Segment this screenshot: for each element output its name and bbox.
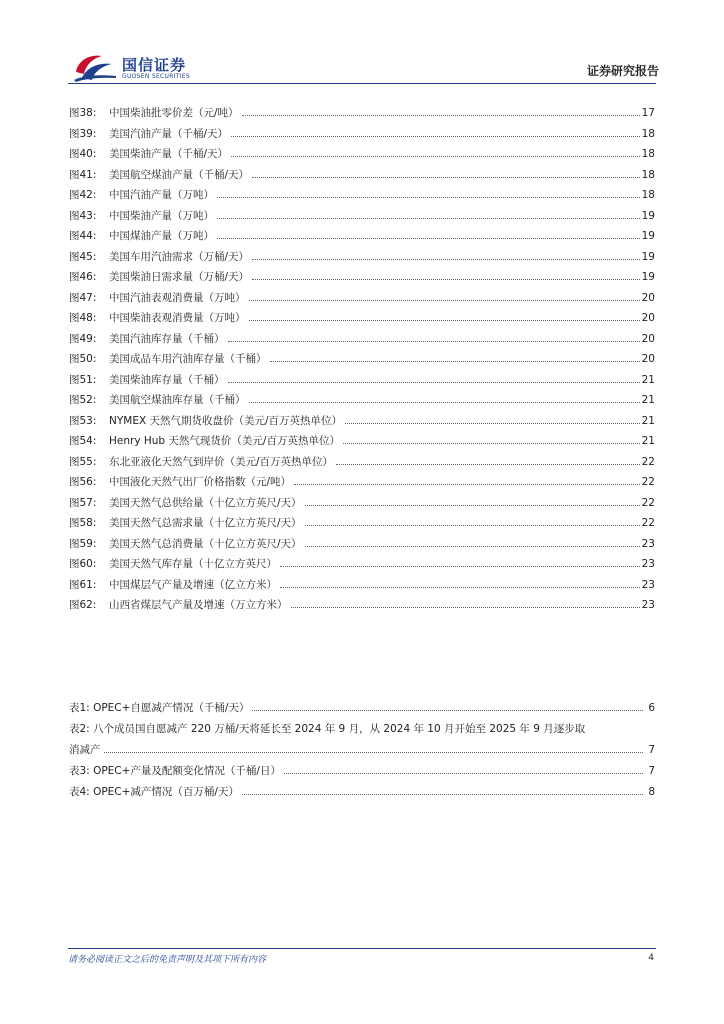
toc-entry[interactable] (69, 534, 655, 555)
entry-number: 表1: (69, 702, 90, 714)
dot-leader (252, 258, 640, 260)
toc-entry[interactable] (69, 103, 655, 124)
entry-number: 图47: (69, 291, 97, 304)
entry-number: 图54: (69, 435, 97, 447)
entry-number: 图53: (69, 414, 97, 427)
toc-entry[interactable] (69, 185, 655, 206)
toc-entry[interactable] (69, 370, 655, 391)
entry-page: 7 (648, 765, 655, 777)
report-type-label: 证券研究报告 (586, 64, 659, 78)
entry-number: 图42: (69, 189, 97, 201)
entry-page: 19 (641, 250, 655, 263)
guosen-logo (72, 52, 222, 84)
dot-leader (305, 524, 640, 526)
entry-number: 图62: (69, 599, 97, 611)
entry-title: 美国柴油日需求量（万桶/天） (109, 271, 250, 283)
entry-number: 图49: (69, 332, 97, 345)
dot-leader (284, 772, 643, 774)
entry-page: 18 (641, 148, 655, 160)
entry-number: 表2: (69, 723, 90, 735)
page-header (0, 0, 724, 84)
logo-text-en: GUOSEN SECURITIES (122, 73, 191, 80)
logo-text-cn: 国信证券 (122, 56, 187, 74)
entry-number: 图61: (69, 578, 97, 591)
entry-title: 中国柴油批零价差（元/吨） (109, 107, 239, 119)
header-divider (68, 83, 656, 84)
table-toc (69, 698, 655, 803)
dot-leader (217, 237, 640, 239)
entry-title: 中国煤油产量（万吨） (109, 230, 214, 242)
entry-page: 23 (641, 537, 655, 550)
dot-leader (217, 217, 640, 219)
disclaimer-note: 请务必阅读正文之后的免责声明及其项下所有内容 (68, 955, 267, 965)
entry-title-line2: 消减产 (69, 744, 101, 756)
entry-page: 19 (641, 271, 655, 283)
entry-title: OPEC+产量及配额变化情况（千桶/日） (93, 765, 281, 777)
toc-entry[interactable] (69, 411, 655, 432)
entry-title: 中国汽油产量（万吨） (109, 189, 214, 201)
entry-page: 22 (641, 517, 655, 529)
dot-leader (270, 360, 640, 362)
entry-page: 20 (641, 332, 655, 345)
entry-page: 22 (641, 476, 655, 488)
dot-leader (252, 278, 640, 280)
toc-entry[interactable] (69, 308, 655, 329)
toc-entry[interactable] (69, 513, 655, 534)
entry-number: 表4: (69, 786, 90, 798)
toc-entry[interactable] (69, 761, 655, 782)
entry-title: OPEC+减产情况（百万桶/天） (93, 786, 239, 798)
dot-leader (249, 299, 640, 301)
entry-page: 21 (641, 414, 655, 427)
dot-leader (305, 545, 640, 547)
entry-page: 21 (641, 435, 655, 447)
entry-page: 21 (641, 373, 655, 386)
toc-entry[interactable] (69, 472, 655, 493)
entry-page: 19 (641, 209, 655, 222)
entry-page: 19 (641, 230, 655, 242)
entry-title: 美国车用汽油需求（万桶/天） (109, 250, 250, 263)
toc-entry[interactable] (69, 144, 655, 165)
entry-page: 23 (641, 578, 655, 591)
entry-number: 表3: (69, 765, 90, 777)
entry-number: 图51: (69, 373, 97, 386)
dot-leader (231, 135, 640, 137)
dot-leader (294, 483, 640, 485)
entry-page: 8 (648, 786, 655, 798)
entry-title: 美国天然气总消费量（十亿立方英尺/天） (109, 537, 302, 550)
entry-page: 7 (648, 744, 655, 756)
toc-entry[interactable] (69, 288, 655, 309)
toc-entry[interactable] (69, 390, 655, 411)
entry-title: 中国柴油表观消费量（万吨） (109, 312, 246, 324)
entry-title: 美国航空煤油库存量（千桶） (109, 394, 246, 406)
dot-leader (242, 793, 643, 795)
entry-page: 20 (641, 312, 655, 324)
entry-number: 图40: (69, 148, 97, 160)
dot-leader (249, 319, 640, 321)
page-number: 4 (648, 953, 654, 963)
toc-entry[interactable] (69, 247, 655, 268)
entry-title: 中国柴油产量（万吨） (109, 209, 214, 222)
dot-leader (242, 114, 640, 116)
entry-number: 图46: (69, 271, 97, 283)
entry-title: 美国天然气总供给量（十亿立方英尺/天） (109, 496, 302, 509)
entry-title: 山西省煤层气产量及增速（万立方米） (109, 599, 288, 611)
entry-title: 美国航空煤油产量（千桶/天） (109, 168, 250, 181)
entry-page: 18 (641, 127, 655, 140)
entry-title: Henry Hub 天然气现货价（美元/百万英热单位） (109, 435, 340, 447)
entry-page: 20 (641, 291, 655, 304)
entry-page: 17 (641, 107, 655, 119)
toc-entry[interactable] (69, 206, 655, 227)
dot-leader (228, 381, 640, 383)
entry-title: 东北亚液化天然气到岸价（美元/百万英热单位） (109, 455, 334, 468)
entry-number: 图41: (69, 168, 97, 181)
toc-entry[interactable] (69, 452, 655, 473)
entry-number: 图44: (69, 230, 97, 242)
entry-number: 图45: (69, 250, 97, 263)
entry-number: 图60: (69, 558, 97, 570)
toc-entry[interactable] (69, 349, 655, 370)
entry-title: OPEC+自愿减产情况（千桶/天） (93, 702, 250, 714)
entry-number: 图43: (69, 209, 97, 222)
dot-leader (291, 606, 640, 608)
dot-leader (280, 586, 640, 588)
entry-title: NYMEX 天然气期货收盘价（美元/百万英热单位） (109, 414, 343, 427)
dot-leader (280, 565, 640, 567)
entry-number: 图50: (69, 353, 97, 365)
dot-leader (336, 463, 640, 465)
entry-number: 图39: (69, 127, 97, 140)
entry-number: 图55: (69, 455, 97, 468)
entry-title: 美国柴油库存量（千桶） (109, 373, 225, 386)
toc-entry[interactable] (69, 165, 655, 186)
toc-entry[interactable] (69, 782, 655, 803)
entry-title-line1: 八个成员国自愿减产 220 万桶/天将延长至 2024 年 9 月，从 2024 年 10 月开始至 2025 年 9 月逐步取 (93, 723, 586, 735)
entry-page: 18 (641, 189, 655, 201)
entry-page: 22 (641, 496, 655, 509)
dot-leader (343, 442, 640, 444)
entry-title: 美国汽油库存量（千桶） (109, 332, 225, 345)
dot-leader (231, 155, 640, 157)
toc-entry[interactable] (69, 719, 655, 761)
entry-number: 图52: (69, 394, 97, 406)
toc-entry[interactable] (69, 267, 655, 288)
entry-page: 18 (641, 168, 655, 181)
entry-title: 美国柴油产量（千桶/天） (109, 148, 229, 160)
toc-entry[interactable] (69, 554, 655, 575)
toc-entry[interactable] (69, 226, 655, 247)
entry-title: 中国汽油表观消费量（万吨） (109, 291, 246, 304)
entry-title: 美国天然气库存量（十亿立方英尺） (109, 558, 277, 570)
toc-entry[interactable] (69, 124, 655, 145)
guosen-logo-icon (72, 52, 118, 82)
entry-number: 图58: (69, 517, 97, 529)
dot-leader (104, 751, 644, 753)
entry-number: 图38: (69, 107, 97, 119)
dot-leader (305, 504, 640, 506)
entry-page: 23 (641, 599, 655, 611)
dot-leader (228, 340, 640, 342)
toc-entry[interactable] (69, 493, 655, 514)
toc-entry[interactable] (69, 575, 655, 596)
entry-page: 6 (648, 702, 655, 714)
dot-leader (345, 422, 640, 424)
toc-entry[interactable] (69, 431, 655, 452)
entry-title: 中国液化天然气出厂价格指数（元/吨） (109, 476, 292, 488)
entry-page: 20 (641, 353, 655, 365)
entry-title: 美国天然气总需求量（十亿立方英尺/天） (109, 517, 302, 529)
toc-entry[interactable] (69, 329, 655, 350)
entry-title: 中国煤层气产量及增速（亿立方米） (109, 578, 277, 591)
entry-page: 23 (641, 558, 655, 570)
entry-title: 美国成品车用汽油库存量（千桶） (109, 353, 267, 365)
entry-number: 图59: (69, 537, 97, 550)
dot-leader (252, 176, 640, 178)
figure-toc (69, 103, 655, 616)
dot-leader (249, 401, 640, 403)
entry-page: 21 (641, 394, 655, 406)
dot-leader (252, 709, 643, 711)
entry-number: 图57: (69, 496, 97, 509)
entry-page: 22 (641, 455, 655, 468)
footer-divider (68, 948, 656, 949)
toc-entry[interactable] (69, 698, 655, 719)
entry-number: 图56: (69, 476, 97, 488)
dot-leader (217, 196, 640, 198)
toc-entry[interactable] (69, 595, 655, 616)
entry-title: 美国汽油产量（千桶/天） (109, 127, 229, 140)
entry-number: 图48: (69, 312, 97, 324)
